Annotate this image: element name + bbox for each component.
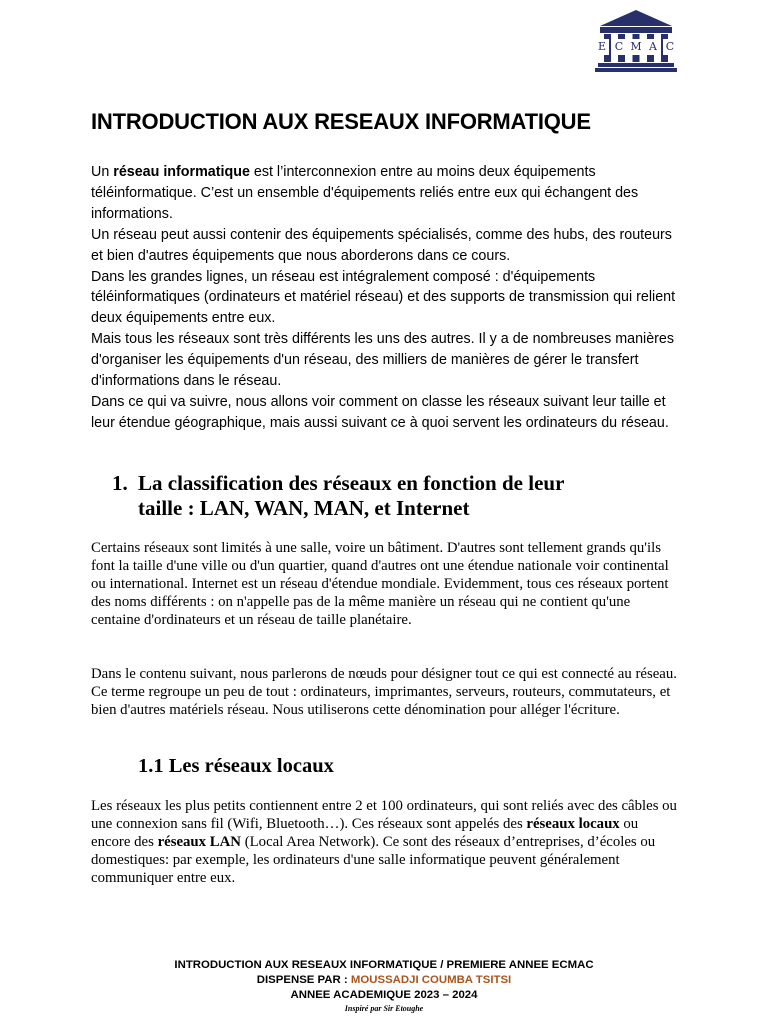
paragraph-text: (Local Area Network). Ce sont des réseaux d’entreprises, d’écoles ou domestiques: par exemple, les ordinateurs d'une salle informatique peuvent généralement communiquer entre eux. [91,834,656,887]
footer-year-line: ANNEE ACADEMIQUE 2023 – 2024 [290,989,478,1001]
logo-letter: M [630,40,642,53]
section-heading [112,471,672,521]
logo-letter: E [595,39,609,55]
section-heading-line1: La classification des réseaux en fonction de leur [138,471,565,495]
paragraph-text: ou encore des [91,816,639,851]
intro-paragraph [91,162,681,225]
section-paragraph: Certains réseaux sont limités à une salle, voire un bâtiment. D'autres sont tellement grands qu'ils font la taille d'une ville ou d'un quartier, quand d'autres ont une étendue nationale voir continental ou international. Internet est un réseau d'étendue mondiale. Evidemment, tous ces réseaux portent des noms différents : on n'appelle pas de la même manière un réseau qui ne contient qu'une centaine d'ordinateurs et un réseau de taille planétaire. [91,540,669,629]
section-paragraph: Dans le contenu suivant, nous parlerons de nœuds pour désigner tout ce qui est connecté au réseau. Ce terme regroupe un peu de tout : ordinateurs, imprimantes, serveurs, routeurs, commutateurs, et bien d'autres matériels réseau. Nous utiliserons cette dénomination pour alléger l'écriture. [91,666,677,719]
bold-term: réseaux LAN [157,834,241,851]
intro-paragraph: Mais tous les réseaux sont très différents les uns des autres. Il y a de nombreuses manières d'organiser les équipements d'un réseau, des milliers de manières de gérer le transfert d'informations dans le réseau. [91,331,675,390]
subsection-heading: 1.1 Les réseaux locaux [138,755,334,777]
paragraph-text: Les réseaux les plus petits contiennent entre 2 et 100 ordinateurs, qui sont reliés avec des câbles ou une connexion sans fil (Wifi, Bluetooth…). Ces réseaux sont appelés des [91,798,677,833]
intro-text: Un [91,164,114,180]
bold-term: réseaux locaux [526,816,620,833]
footer-course-line: INTRODUCTION AUX RESEAUX INFORMATIQUE / PREMIERE ANNEE ECMAC [174,959,594,971]
intro-text: est l’interconnexion entre au moins deux équipements téléinformatique. C’est un ensemble d'équipements reliés entre eux qui échangent des informations. [91,164,639,222]
page-footer [0,958,768,1015]
section-heading-line2: taille : LAN, WAN, MAN, et Internet [138,496,470,520]
intro-paragraph: Un réseau peut aussi contenir des équipements spécialisés, comme des hubs, des routeurs et bien d'autres équipements que nous aborderons dans ce cours. [91,226,672,264]
intro-paragraph: Dans les grandes lignes, un réseau est intégralement composé : d'équipements téléinformatiques (ordinateurs et matériel réseau) et des supports de transmission qui relient deux équipements entre eux. [91,268,676,327]
footer-instructor-line [0,973,768,988]
footer-instructor-name: MOUSSADJI COUMBA TSITSI [350,974,512,986]
intro-bold-term: réseau informatique [113,164,250,180]
intro-paragraph: Dans ce qui va suivre, nous allons voir comment on classe les réseaux suivant leur taille et leur étendue géographique, mais aussi suivant ce à quoi servent les ordinateurs du réseau. [91,393,669,431]
logo-letters [592,38,680,56]
intro-section [91,162,681,434]
footer-instructor-label: DISPENSE PAR : [256,974,351,986]
subsection-paragraph [91,797,681,887]
page-title: INTRODUCTION AUX RESEAUX INFORMATIQUE [91,109,591,134]
ecmac-logo [592,8,680,74]
section-number: 1. [112,471,128,495]
footer-credit: Inspiré par Sir Etoughe [344,1004,424,1013]
logo-letter: A [646,39,660,55]
logo-letter: C [612,39,626,55]
logo-letter: C [663,39,677,55]
